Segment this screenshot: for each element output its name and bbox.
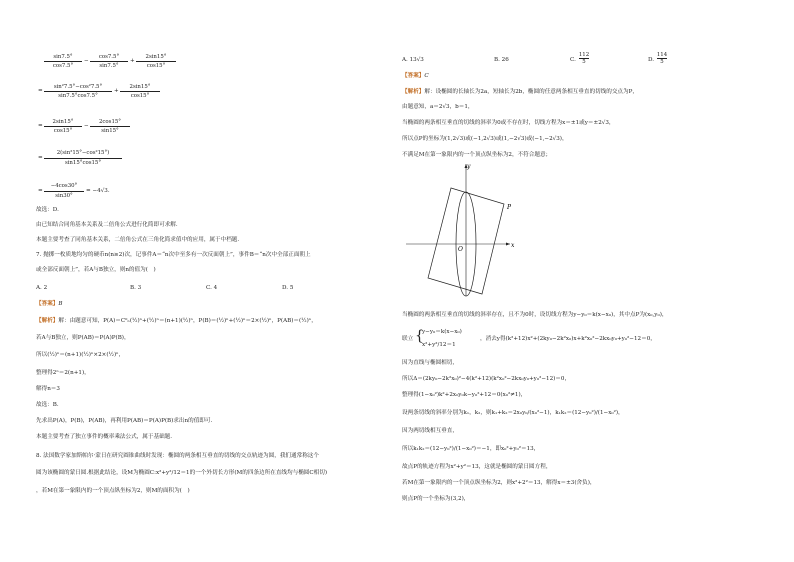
operator: + [130, 58, 135, 64]
fraction-denominator: sin7.5° [99, 63, 119, 69]
question-8-line-2: 圆为该椭圆的蒙日圆.根据此结论，设M为椭圆C:x²+y²/12＝1的一个外切长方形(M的四条边所在直线均与椭圆C相切) [36, 470, 328, 476]
origin-label: O [458, 246, 463, 253]
text-line: 本题主要考查了独立事件的概率乘法公式，属于基础题. [36, 434, 173, 440]
fraction-bar [44, 126, 82, 127]
text-line: 由已知结合同角基本关系及二倍角公式进行化简即可求解. [36, 222, 178, 228]
fraction-numerator: sin7.5° [53, 54, 73, 60]
text-line: 所以k₁k₂＝(12−y₀²)/(1−x₀²)＝−1，即x₀²+y₀²＝13， [402, 446, 540, 452]
point-p-label: P [507, 204, 512, 211]
text-line: 先求出P(A)，P(B)，P(AB)，再利用P(AB)＝P(A)P(B)求出n的值即可. [36, 418, 213, 424]
system-eq-1: y−y₀＝k(x−x₀) [422, 329, 462, 335]
equals-sign: = [38, 188, 43, 194]
option-b: B. 3 [130, 285, 142, 291]
equals-sign: = [38, 155, 43, 161]
brace-symbol: { [415, 328, 424, 344]
fraction-denominator: cos15° [53, 128, 73, 134]
fraction-bar [44, 61, 82, 62]
question-7-line-2: 或全部反面朝上”，若A与B独立，则n的值为( ) [36, 267, 156, 273]
option-c: C. 4 [206, 285, 218, 291]
x-axis-arrow [506, 243, 510, 246]
answer-value: B [58, 301, 63, 307]
fraction-numerator: 2sin15° [52, 119, 74, 125]
fraction-denominator: cos15° [146, 63, 166, 69]
fraction-numerator: sin²7.5°−cos²7.5° [53, 84, 103, 90]
equation-result: = −4√3. [86, 188, 110, 194]
answer-line [402, 73, 429, 80]
option-d: D. 5 [282, 285, 294, 291]
system-prefix: 联立 [402, 336, 414, 342]
equals-sign: = [38, 123, 43, 129]
text-line: 所以(½)ⁿ＝(n+1)(½)ⁿ×2×(½)ⁿ， [36, 352, 125, 358]
text-line: 本题主要考查了同角基本关系，二倍角公式在三角化简求值中的应用，属于中档题. [36, 237, 240, 243]
option-c-denominator: 5 [582, 59, 586, 65]
fraction-bar [44, 91, 112, 92]
text-line: 因为两切线相互垂直， [402, 428, 458, 434]
fraction-bar [136, 61, 176, 62]
question-7-line-1: 7. 抛掷一枚质地均匀的硬币n(n≥2)次，记事件A＝“n次中至多有一次反面朝上”，事件B＝“n次中全部正面朝上 [36, 252, 311, 258]
fraction-numerator: 2sin15° [129, 84, 151, 90]
fraction-numerator: cos7.5° [98, 54, 120, 60]
text-line: 若M在第一象限内的一个顶点纵坐标为2，则x²+2²＝13，解得x＝±3(舍负)， [402, 480, 596, 486]
text-line: 整理得(1−x₀²)k²+2x₀y₀k−y₀²+12＝0(x₀²≠1)， [402, 392, 527, 398]
text-line: 则点P的一个坐标为(3,2)， [402, 496, 470, 502]
fraction-denominator: sin7.5°cos7.5° [58, 93, 98, 99]
text-line: 所以Δ＝(2ky₀−2k²x₀)²−4(k²+12)(k²x₀²−2kx₀y₀+y₀²−12)＝0， [402, 376, 571, 382]
fraction-numerator: 2(sin²15°−cos²15°) [56, 150, 110, 156]
option-c-numerator: 112 [578, 52, 590, 58]
question-8-line-1: 8. 法国数学家加斯帕尔·蒙日在研究圆锥曲线时发现：椭圆的两条相互垂直的切线的交点轨迹为圆，我们通常称这个 [36, 453, 319, 459]
answer-value: C [424, 73, 429, 79]
operator: − [84, 123, 89, 129]
y-axis-label: y [467, 163, 471, 170]
answer-tag: 【答案】 [36, 301, 59, 307]
text-line: 由题意知，a＝2√3，b＝1， [402, 104, 474, 110]
text-line: 故选：B. [36, 402, 59, 408]
text-line: 故点P的轨迹方程为x²+y²＝13，这就是椭圆的蒙日圆方程， [402, 464, 552, 470]
text-line: 不满足M在第一象限内的一个顶点纵坐标为2，不符合题意； [402, 152, 552, 158]
analysis-line [36, 318, 317, 325]
system-eq-2: x²+y²/12＝1 [422, 342, 456, 348]
fraction-bar [90, 61, 128, 62]
text-line: 若A与B独立，则P(AB)＝P(A)P(B)， [36, 335, 130, 341]
fraction-denominator: sin15°cos15° [64, 160, 102, 166]
option-a: A. 2 [36, 285, 48, 291]
fraction-denominator: sin15° [101, 128, 119, 134]
x-axis-label: x [511, 242, 515, 249]
system-result: ，消去y得(k²+12)x²+(2ky₀−2k²x₀)x+k²x₀²−2kx₀y₀+y₀²−12＝0， [480, 336, 656, 342]
analysis-tag: 【解析】 [36, 318, 59, 324]
answer-tag: 【答案】 [402, 73, 425, 79]
option-d-numerator: 114 [656, 52, 668, 58]
text-line: 当椭圆的两条相互垂直的切线的斜率存在，且不为0时，设切线方程为y−y₀＝k(x−x₀)，其中点P为(x₀,y₀)， [402, 312, 668, 318]
analysis-line [402, 89, 638, 96]
text-line: 所以点P的坐标为(1,2√3)或(−1,2√3)或(1,−2√3)或(−1,−2√3)， [402, 136, 568, 142]
fraction-denominator: cos15° [130, 93, 150, 99]
fraction-numerator: 2sin15° [145, 54, 167, 60]
answer-line [36, 301, 63, 308]
fraction-denominator: sin30° [55, 193, 73, 199]
operator: − [84, 58, 89, 64]
analysis-tag: 【解析】 [402, 89, 425, 95]
option-d-prefix: D. [648, 57, 655, 63]
operator: + [114, 88, 119, 94]
text-line: 故选：D. [36, 207, 59, 213]
equals-sign: = [38, 88, 43, 94]
text-line: 因为直线与椭圆相切， [402, 360, 458, 366]
option-b: B. 26 [494, 57, 509, 63]
analysis-text: 解：设椭圆的长轴长为2a，短轴长为2b，椭圆的任意两条相互垂直的切线的交点为P， [424, 89, 638, 95]
text-line: 设两条切线的斜率分别为k₁，k₂，则k₁+k₂＝2x₀y₀/(x₀²−1)，k₁k₂＝(12−y₀²)/(1−x₀²)， [402, 410, 624, 416]
question-8-line-3: ，若M在第一象限内的一个顶点纵坐标为2，则M的面积为( ) [36, 488, 190, 494]
fraction-bar [120, 91, 160, 92]
ellipse-figure [406, 158, 518, 298]
fraction-bar [90, 126, 130, 127]
option-d-denominator: 5 [660, 59, 664, 65]
fraction-bar [44, 191, 84, 192]
text-line: 解得n＝3 [36, 386, 60, 392]
text-line: 当椭圆的两条相互垂直的切线的斜率为0或不存在时，切线方程为x＝±1或y＝±2√3， [402, 120, 615, 126]
text-line: 整理得2ⁿ＝2(n+1)， [36, 370, 90, 376]
analysis-text: 解：由题意可知，P(A)＝C⁰ₙ(½)ⁿ+(½)ⁿ＝(n+1)(½)ⁿ，P(B)＝(½)ⁿ+(½)ⁿ＝2×(½)ⁿ，P(AB)＝(½)ⁿ， [58, 318, 317, 324]
fraction-numerator: −4cos30° [50, 183, 78, 189]
option-c-prefix: C. [570, 57, 576, 63]
fraction-bar [44, 158, 122, 159]
fraction-numerator: 2cos15° [98, 119, 121, 125]
fraction-denominator: cos7.5° [52, 63, 74, 69]
option-a: A. 13√3 [402, 57, 424, 63]
